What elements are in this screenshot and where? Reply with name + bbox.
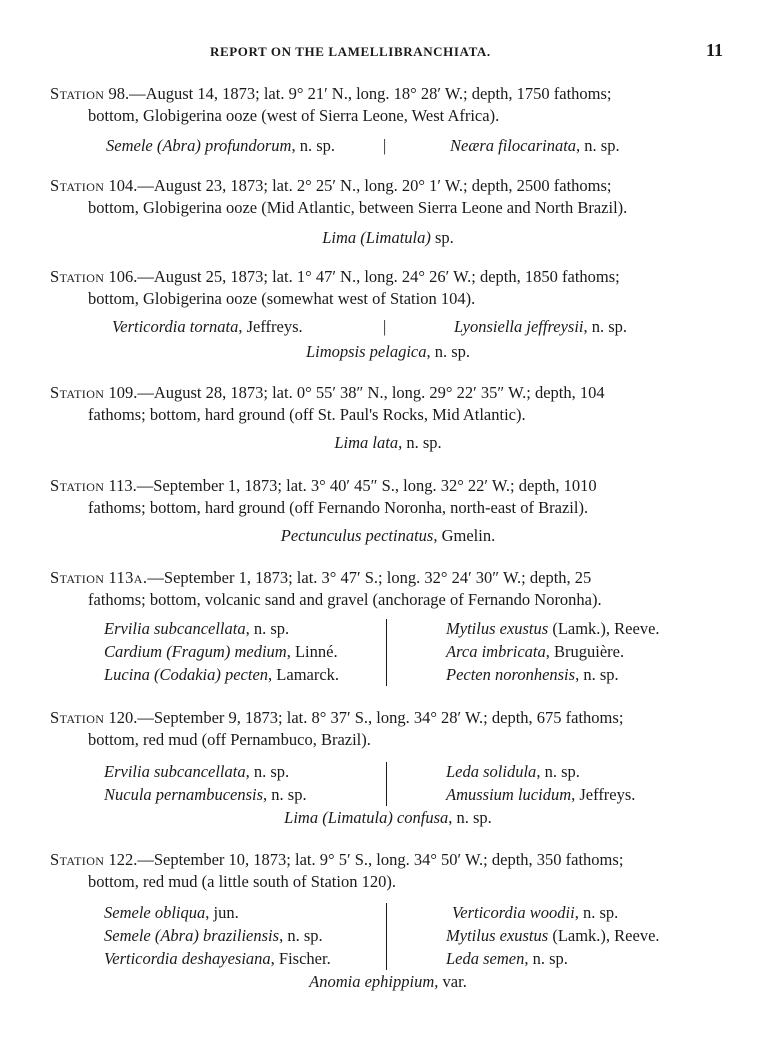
species-entry: Arca imbricata, Bruguière. [446, 642, 625, 661]
station-heading: Station 122.—September 10, 1873; lat. 9° 5′ S., long. 34° 50′ W.; depth, 350 fathoms; [50, 850, 624, 869]
column-divider [386, 903, 387, 970]
station-heading: Station 104.—August 23, 1873; lat. 2° 25′ N., long. 20° 1′ W.; depth, 2500 fathoms; [50, 176, 612, 195]
column-separator: | [383, 136, 387, 155]
species-entry: Leda semen, n. sp. [446, 949, 568, 968]
station-description: bottom, red mud (off Pernambuco, Brazil). [88, 730, 371, 749]
species-entry: Ervilia subcancellata, n. sp. [104, 619, 290, 638]
column-divider [386, 762, 387, 806]
species-entry: Pecten noronhensis, n. sp. [446, 665, 619, 684]
species-entry: Cardium (Fragum) medium, Linné. [104, 642, 338, 661]
species-entry: Anomia ephippium, var. [309, 972, 467, 991]
station-description: fathoms; bottom, hard ground (off Fernando Noronha, north-east of Brazil). [88, 498, 589, 517]
species-entry: Lima (Limatula) confusa, n. sp. [284, 808, 492, 827]
station-description: bottom, Globigerina ooze (somewhat west of Station 104). [88, 289, 476, 308]
species-entry: Neæra filocarinata, n. sp. [450, 136, 620, 155]
species-entry: Verticordia woodii, n. sp. [452, 903, 619, 922]
station-heading: Station 113.—September 1, 1873; lat. 3° 40′ 45″ S., long. 32° 22′ W.; depth, 1010 [50, 476, 597, 495]
running-head: REPORT ON THE LAMELLIBRANCHIATA. [210, 44, 491, 59]
species-entry: Leda solidula, n. sp. [446, 762, 580, 781]
species-entry: Lyonsiella jeffreysii, n. sp. [454, 317, 628, 336]
station-description: bottom, Globigerina ooze (Mid Atlantic, between Sierra Leone and North Brazil). [88, 198, 628, 217]
station-heading: Station 98.—August 14, 1873; lat. 9° 21′ N., long. 18° 28′ W.; depth, 1750 fathoms; [50, 84, 612, 103]
station-heading: Station 109.—August 28, 1873; lat. 0° 55′ 38″ N., long. 29° 22′ 35″ W.; depth, 104 [50, 383, 605, 402]
species-entry: Limopsis pelagica, n. sp. [305, 342, 471, 361]
species-entry: Semele (Abra) braziliensis, n. sp. [104, 926, 323, 945]
species-entry: Nucula pernambucensis, n. sp. [104, 785, 307, 804]
species-entry: Mytilus exustus (Lamk.), Reeve. [446, 926, 660, 945]
station-heading: Station 120.—September 9, 1873; lat. 8° 37′ S., long. 34° 28′ W.; depth, 675 fathoms; [50, 708, 624, 727]
station-description: fathoms; bottom, hard ground (off St. Paul's Rocks, Mid Atlantic). [88, 405, 526, 424]
station-description: fathoms; bottom, volcanic sand and gravel (anchorage of Fernando Noronha). [88, 590, 602, 609]
station-description: bottom, Globigerina ooze (west of Sierra Leone, West Africa). [88, 106, 500, 125]
page-number: 11 [706, 40, 724, 60]
species-entry: Lucina (Codakia) pecten, Lamarck. [104, 665, 340, 684]
species-entry: Pectunculus pectinatus, Gmelin. [280, 526, 496, 545]
species-entry: Ervilia subcancellata, n. sp. [104, 762, 290, 781]
column-separator: | [383, 317, 387, 336]
species-entry: Verticordia deshayesiana, Fischer. [104, 949, 331, 968]
station-heading: Station 106.—August 25, 1873; lat. 1° 47′ N., long. 24° 26′ W.; depth, 1850 fathoms; [50, 267, 620, 286]
species-entry: Semele (Abra) profundorum, n. sp. [106, 136, 335, 155]
station-description: bottom, red mud (a little south of Station 120). [88, 872, 396, 891]
species-entry: Mytilus exustus (Lamk.), Reeve. [446, 619, 660, 638]
station-heading: Station 113a.—September 1, 1873; lat. 3° 47′ S.; long. 32° 24′ 30″ W.; depth, 25 [50, 568, 592, 587]
species-entry: Verticordia tornata, Jeffreys. [112, 317, 303, 336]
species-entry: Amussium lucidum, Jeffreys. [446, 785, 636, 804]
species-entry: Lima (Limatula) sp. [322, 228, 454, 247]
column-divider [386, 619, 387, 686]
species-entry: Lima lata, n. sp. [334, 433, 442, 452]
species-entry: Semele obliqua, jun. [104, 903, 239, 922]
